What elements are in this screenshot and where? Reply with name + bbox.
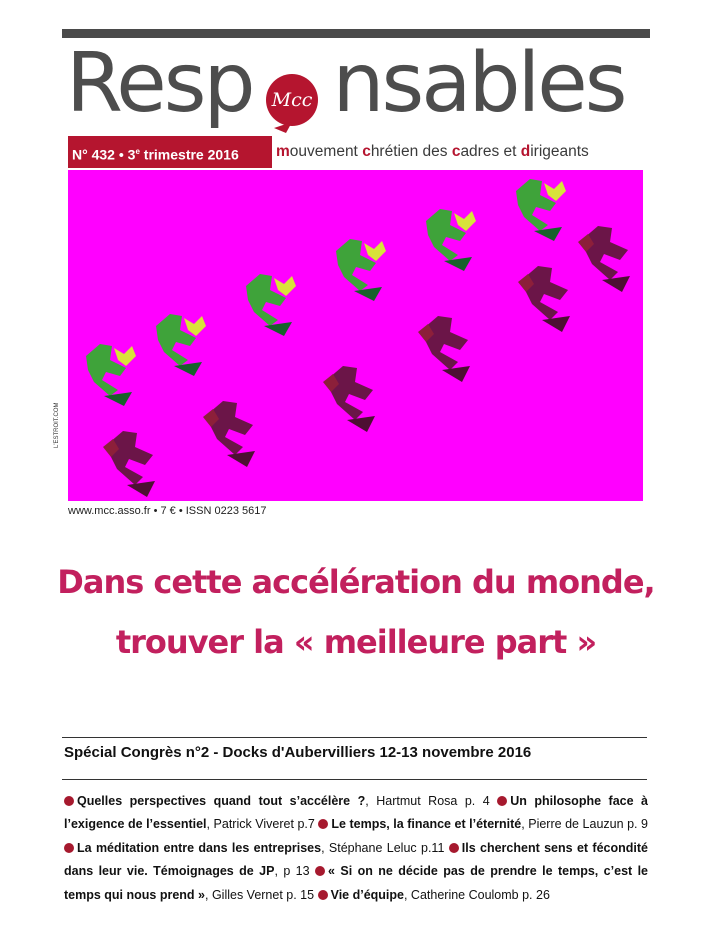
bullet-icon: [315, 866, 325, 876]
bullet-icon: [318, 819, 328, 829]
table-of-contents: Quelles perspectives quand tout s’accélère ?, Hartmut Rosa p. 4 Un philosophe face à l’exigence de l’essentiel, Patrick Viveret p.7 Le temps, la finance et l’éternité, Pierre de Lauzun p. 9 La méditation entre dans les entreprises, Stéphane Leluc p.11 Ils cherchent sens et fécondité dans leur vie. Témoignages de JP, p 13 « Si on ne décide pas de prendre le temps, c’est le temps qui nous prend », Gilles Vernet p. 15 Vie d’équipe, Catherine Coulomb p. 26: [64, 794, 649, 902]
divider: [62, 737, 647, 738]
bullet-icon: [318, 890, 328, 900]
cover-headline: Dans cette accélération du monde, trouver la « meilleure part »: [57, 563, 655, 661]
tagline: mouvement chrétien des cadres et dirigeants: [276, 143, 589, 160]
bullet-icon: [497, 796, 507, 806]
issue-badge: N° 432 • 3e trimestre 2016: [68, 136, 272, 168]
divider: [62, 779, 647, 780]
masthead: [66, 34, 666, 134]
bullet-icon: [449, 843, 459, 853]
bullet-icon: [64, 796, 74, 806]
magazine-title: Resp nsables: [66, 36, 625, 131]
svg-text:Mcc: Mcc: [271, 89, 313, 111]
publication-info: www.mcc.asso.fr • 7 € • ISSN 0223 5617: [68, 505, 267, 517]
illustration-credit: L'ESTROIT.COM: [54, 402, 60, 448]
cover-illustration: [68, 170, 643, 501]
special-issue-title: Spécial Congrès n°2 - Docks d'Aubervilliers 12-13 novembre 2016: [64, 744, 532, 761]
bullet-icon: [64, 843, 74, 853]
mcc-logo-icon: [256, 62, 328, 134]
